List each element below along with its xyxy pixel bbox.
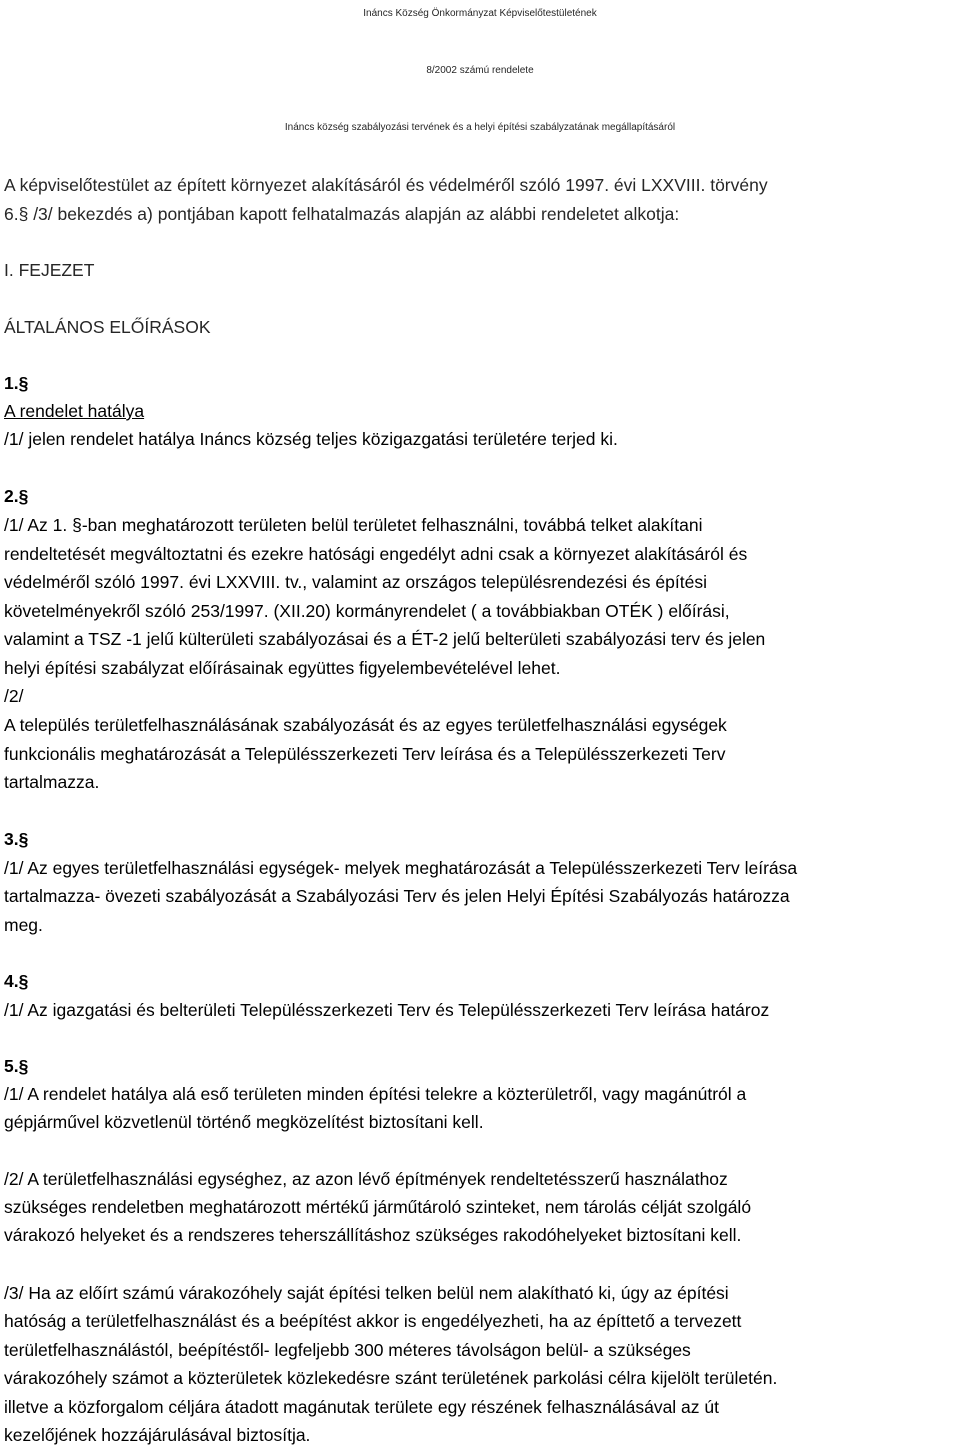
paragraph-line: szükséges rendeletben meghatározott mértékű járműtároló szinteket, nem tárolás célját szolgáló — [4, 1197, 752, 1217]
paragraph-line: védelméről szóló 1997. évi LXXVIII. tv., valamint az országos településrendezési és építési — [4, 572, 707, 592]
paragraph-line: valamint a TSZ -1 jelű külterületi szabályozásai és a ÉT-2 jelű belterületi szabályozási terv és jelen — [4, 629, 766, 649]
paragraph-line: /1/ jelen rendelet hatálya Ináncs község teljes közigazgatási területére terjed ki. — [4, 429, 618, 449]
preamble-line: A képviselőtestület az épített környezet alakításáról és védelméről szóló 1997. évi LXXVIII. törvény — [4, 175, 768, 195]
section-number: 3.§ — [4, 829, 29, 849]
paragraph-line: tartalmazza. — [4, 772, 100, 792]
paragraph-line: várakozó helyeket és a rendszeres teherszállításhoz szükséges rakodóhelyeket biztosítani kell. — [4, 1225, 742, 1245]
paragraph-line: rendeltetését megváltoztatni és ezekre hatósági engedélyt adni csak a környezet alakításáról és — [4, 544, 748, 564]
paragraph-line: /1/ Az 1. §-ban meghatározott területen belül területet felhasználni, továbbá telket alakítani — [4, 515, 703, 535]
chapter-title: ÁLTALÁNOS ELŐÍRÁSOK — [4, 317, 211, 337]
paragraph-line: területfelhasználástól, beépítéstől- legfeljebb 300 méteres távolságon belül- a szükséges — [4, 1340, 691, 1360]
paragraph-line: gépjárművel közvetlenül történő megközelítést biztosítani kell. — [4, 1112, 484, 1132]
section-number: 4.§ — [4, 971, 29, 991]
paragraph-line: hatóság a területfelhasználást és a beépítést akkor is engedélyezheti, ha az építtető a tervezett — [4, 1311, 742, 1331]
decree-subject: Ináncs község szabályozási tervének és a helyi építési szabályzatának megállapításáról — [284, 122, 676, 133]
section-number: 1.§ — [4, 373, 29, 393]
decree-number: 8/2002 számú rendelete — [426, 65, 534, 76]
paragraph-line: A település területfelhasználásának szabályozását és az egyes területfelhasználási egységek — [4, 715, 727, 735]
council-title: Ináncs Község Önkormányzat Képviselőtestületének — [363, 8, 597, 19]
paragraph-line: várakozóhely számot a közterületek közlekedésre szánt területének parkolási célra kijelölt területén. — [4, 1368, 778, 1388]
paragraph-line: meg. — [4, 915, 43, 935]
paragraph-line: funkcionális meghatározását a Településszerkezeti Terv leírása és a Településszerkezeti Terv — [4, 744, 726, 764]
section-number: 2.§ — [4, 486, 29, 506]
section-number: 5.§ — [4, 1056, 29, 1076]
paragraph-line: kezelőjének hozzájárulásával biztosítja. — [4, 1425, 311, 1445]
paragraph-line: /1/ A rendelet hatálya alá eső területen minden építési telekre a közterületről, vagy magánútról a — [4, 1084, 747, 1104]
paragraph-line: /2/ A területfelhasználási egységhez, az azon lévő építmények rendeltetésszerű használathoz — [4, 1169, 728, 1189]
paragraph-line: /3/ Ha az előírt számú várakozóhely saját építési telken belül nem alakítható ki, úgy az építési — [4, 1283, 729, 1303]
paragraph-line: követelményekről szóló 253/1997. (XII.20) kormányrendelet ( a továbbiakban OTÉK ) előírási, — [4, 601, 730, 621]
section-title: A rendelet hatálya — [4, 401, 145, 421]
chapter-number: I. FEJEZET — [4, 260, 95, 280]
paragraph-line: tartalmazza- övezeti szabályozását a Szabályozási Terv és jelen Helyi Építési Szabályozás határozza — [4, 886, 790, 906]
paragraph-line: /1/ Az egyes területfelhasználási egységek- melyek meghatározását a Településszerkezeti Terv leírása — [4, 858, 798, 878]
paragraph-line: helyi építési szabályzat előírásainak együttes figyelembevételével lehet. — [4, 658, 561, 678]
paragraph-line: /1/ Az igazgatási és belterületi Településszerkezeti Terv és Településszerkezeti Terv leírása határoz — [4, 1000, 770, 1020]
preamble-line: 6.§ /3/ bekezdés a) pontjában kapott felhatalmazás alapján az alábbi rendeletet alkotja: — [4, 204, 680, 224]
paragraph-label: /2/ — [4, 686, 24, 706]
paragraph-line: illetve a közforgalom céljára átadott magánutak területe egy részének felhasználásával az út — [4, 1397, 719, 1417]
